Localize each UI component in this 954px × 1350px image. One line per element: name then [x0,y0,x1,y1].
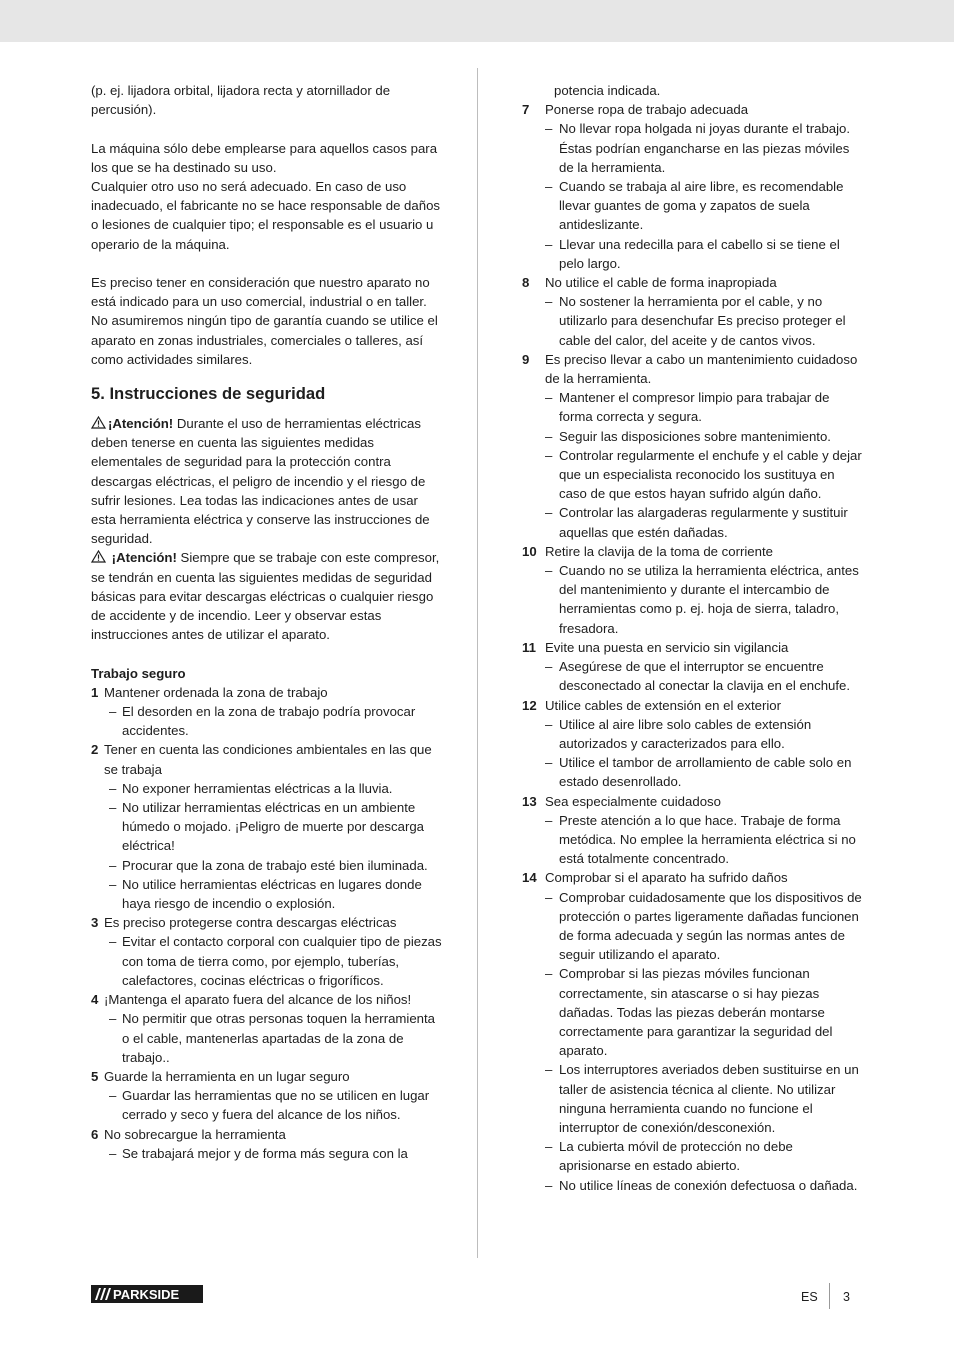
list-subitem [522,715,864,753]
right-column [522,81,864,1195]
dash-bullet: – [109,1145,117,1161]
dash-bullet: – [109,1088,117,1104]
column-divider [477,68,478,1258]
list-subitem [522,119,864,177]
list-subitem [522,888,864,965]
item-heading: No sobrecargue la herramienta [104,1126,286,1142]
list-subitem [522,811,864,869]
subitem-text: Asegúrese de que el interruptor se encuentre desconectado al conectar la clavija en el enchufe. [559,659,851,694]
list-item [522,542,864,561]
dash-bullet: – [545,179,553,195]
brand-text: PARKSIDE [113,1287,180,1302]
warning-text: Siempre que se trabaje con este compresor, se tendrán en cuenta las siguientes medidas de seguridad básicas para evitar descargas eléctricas o cualquier riesgo de accidente y de incendio. Leer y observar estas instrucciones antes de utilizar el aparato. [91,550,440,643]
dash-bullet: – [545,390,553,406]
dash-bullet: – [545,812,553,828]
list-subitem [522,235,864,273]
item-number: 11 [522,639,536,655]
page-header-band [0,0,954,42]
item-heading: Comprobar si el aparato ha sufrido daños [545,870,788,886]
dash-bullet: – [109,934,117,950]
item-heading: No utilice el cable de forma inapropiada [545,275,777,291]
dash-bullet: – [545,447,553,463]
list-item [522,868,864,887]
item-heading: Mantener ordenada la zona de trabajo [104,684,328,700]
subitem-text: Llevar una redecilla para el cabello si se tiene el pelo largo. [559,236,840,271]
subitem-text: Cuando no se utiliza la herramienta eléctrica, antes del mantenimiento y durante el intercambio de herramientas como p. ej. hoja de sierra, taladro, fresadora. [559,563,859,636]
subitem-text: No llevar ropa holgada ni joyas durante el trabajo. Éstas podrían engancharse en las piezas móviles de la herramienta. [559,121,851,175]
list-item [522,696,864,715]
dash-bullet: – [109,800,117,816]
item-number: 7 [522,102,530,118]
subitem-text: Comprobar cuidadosamente que los dispositivos de protección o partes ligeramente dañadas funcionen de forma adecuada y según las normas antes de seguir utilizando el aparato. [559,889,862,963]
list-item [522,638,864,657]
warning-label: ¡Atención! [111,550,177,566]
dash-bullet: – [545,716,553,732]
item-heading: Utilice cables de extensión en el exterior [545,697,782,713]
list-item [522,350,864,388]
improper-use-paragraph: Cualquier otro uso no será adecuado. En caso de uso inadecuado, el fabricante no se hace responsable de daños o lesiones de cualquier tipo; el responsable es el usuario u operario de la máquina. [91,179,440,252]
list-item [91,1067,443,1086]
dash-bullet: – [109,857,117,873]
dash-bullet: – [545,121,553,137]
list-subitem [522,753,864,791]
item-number: 9 [522,351,530,367]
item-heading: Es preciso llevar a cabo un mantenimiento cuidadoso de la herramienta. [545,351,858,387]
list-item [522,100,864,119]
list-subitem [522,964,864,1060]
dash-bullet: – [545,428,553,444]
item-number: 10 [522,543,537,559]
dash-bullet: – [545,505,553,521]
subitem-text: Seguir las disposiciones sobre mantenimiento. [559,428,831,444]
list-subitem [91,932,443,990]
subitem-text: Evitar el contacto corporal con cualquier tipo de piezas con toma de tierra como, por ejemplo, tuberías, calefactores, cocinas eléctricas o frigoríficos. [122,934,442,988]
subitem-text: La cubierta móvil de protección no debe aprisionarse en estado abierto. [559,1139,793,1174]
subitem-text: Cuando se trabaja al aire libre, es recomendable llevar guantes de goma y zapatos de suela antideslizante. [559,179,844,233]
language-code: ES [801,1290,818,1304]
subitem-text: El desorden en la zona de trabajo podría provocar accidentes. [122,704,416,739]
page-number: 3 [843,1290,850,1304]
item-number: 2 [91,742,99,758]
item-heading: Es preciso protegerse contra descargas eléctricas [104,915,397,931]
list-subitem [522,427,864,446]
item-heading: Retire la clavija de la toma de corriente [545,543,773,559]
dash-bullet: – [545,1177,553,1193]
warning-paragraph-2 [91,548,443,644]
item-number: 5 [91,1068,99,1084]
dash-bullet: – [109,704,117,720]
subitem-text: Comprobar si las piezas móviles funcionan correctamente, sin atascarse o si hay piezas dañadas. Todas las piezas deberán montarse correctamente para garantizar la seguridad del aparato. [559,966,833,1059]
list-subitem [522,177,864,235]
warning-text: Durante el uso de herramientas eléctricas deben tenerse en cuenta las siguientes medidas elementales de seguridad para la protección contra descargas eléctricas, el peligro de incendio y el riesgo de sufrir lesiones. Lea todas las indicaciones antes de usar esta herramienta eléctrica y conserve las instrucciones de seguridad. [91,416,430,547]
warning-triangle-icon [91,416,106,429]
list-subitem [522,292,864,350]
dash-bullet: – [545,659,553,675]
list-subitem [522,446,864,504]
dash-bullet: – [545,755,553,771]
dash-bullet: – [545,889,553,905]
item-heading: ¡Mantenga el aparato fuera del alcance de los niños! [104,992,412,1008]
dash-bullet: – [545,966,553,982]
list-subitem [91,1009,443,1067]
subitem-text: Se trabajará mejor y de forma más segura con la [122,1145,408,1161]
subitem-text: No utilizar herramientas eléctricas en un ambiente húmedo o mojado. ¡Peligro de muerte por descarga eléctrica! [122,800,425,854]
subitem-text: Procurar que la zona de trabajo esté bien iluminada. [122,857,428,873]
subitem-text: Utilice al aire libre solo cables de extensión autorizados y caracterizados para ello. [559,716,812,751]
item-number: 6 [91,1126,99,1142]
subitem-text: No utilice herramientas eléctricas en lugares donde haya riesgo de incendio o explosión. [122,876,422,912]
safety-list-right [522,100,864,1195]
commercial-use-paragraph: Es preciso tener en consideración que nuestro aparato no está indicado para un uso comercial, industrial o en taller. No asumiremos ningún tipo de garantía cuando se utilice el aparato en zonas industriales, comerciales o talleres, así como actividades similares. [91,275,438,367]
item-heading: Tener en cuenta las condiciones ambientales en las que se trabaja [104,742,432,777]
item-heading: Sea especialmente cuidadoso [545,793,721,809]
warning-triangle-icon [91,550,106,563]
subitem-text: Preste atención a lo que hace. Trabaje de forma metódica. No emplee la herramienta eléctrica si no está totalmente concentrado. [559,812,856,867]
list-subitem [522,561,864,638]
list-subitem [522,657,864,695]
list-subitem [91,1144,443,1163]
item-number: 13 [522,793,537,809]
dash-bullet: – [545,1062,553,1078]
subheading-safe-work: Trabajo seguro [91,665,186,681]
list-item [91,913,443,932]
subitem-text: No sostener la herramienta por el cable, y no utilizarlo para desenchufar Es preciso proteger el cable del calor, del aceite y de cantos vivos. [559,294,846,348]
list-item [522,792,864,811]
subitem-text: Mantener el compresor limpio para trabajar de forma correcta y segura. [559,390,830,425]
item-heading: Guarde la herramienta en un lugar seguro [104,1068,350,1084]
subitem-text: No exponer herramientas eléctricas a la lluvia. [122,780,393,796]
list-subitem [91,798,443,856]
list-subitem [522,388,864,426]
item-number: 1 [91,684,99,700]
item-heading: Ponerse ropa de trabajo adecuada [545,102,749,118]
dash-bullet: – [545,1139,553,1155]
list-subitem [522,1176,864,1195]
intro-paragraph: (p. ej. lijadora orbital, lijadora recta y atornillador de percusión). [91,83,391,118]
parkside-logo [91,1285,203,1303]
list-item [91,740,443,778]
list-item [91,683,443,702]
dash-bullet: – [545,294,553,310]
list-subitem [522,1060,864,1137]
subitem-text: No utilice líneas de conexión defectuosa o dañada. [559,1177,858,1193]
dash-bullet: – [109,876,117,892]
subitem-text: Controlar regularmente el enchufe y el cable y dejar que un especialista reconocido los sustituya en caso de que estos hayan sufrido algún daño. [559,447,862,502]
section-title: 5. Instrucciones de seguridad [91,384,326,404]
item-number: 12 [522,697,537,713]
item-number: 14 [522,870,537,886]
item-number: 3 [91,915,99,931]
dash-bullet: – [545,236,553,252]
dash-bullet: – [545,563,553,579]
list-subitem [522,503,864,541]
item-number: 4 [91,992,99,1008]
warning-label: ¡Atención! [108,416,174,432]
list-subitem [91,856,443,875]
list-item [91,990,443,1009]
list-subitem [91,875,443,913]
list-subitem [91,1086,443,1124]
list-subitem [91,779,443,798]
list-item [522,273,864,292]
list-subitem [91,702,443,740]
dash-bullet: – [109,780,117,796]
footer-separator [829,1283,830,1309]
intended-use-paragraph: La máquina sólo debe emplearse para aquellos casos para los que se ha destinado su uso. [91,140,438,175]
warning-paragraph-1 [91,414,443,548]
left-column [91,81,443,1163]
safety-list-left [91,683,443,1163]
dash-bullet: – [109,1011,117,1027]
item-number: 8 [522,275,530,291]
subitem-text: Guardar las herramientas que no se utilicen en lugar cerrado y seco y fuera del alcance de los niños. [122,1088,430,1123]
subitem-text: No permitir que otras personas toquen la herramienta o el cable, mantenerlas apartadas de la zona de trabajo.. [122,1011,436,1065]
list-subitem [522,1137,864,1175]
subitem-text: Controlar las alargaderas regularmente y sustituir aquellas que estén dañadas. [559,505,848,540]
subitem-text: Los interruptores averiados deben sustituirse en un taller de asistencia técnica al cliente. No utilizar ninguna herramienta cuando no funcione el interruptor de conexión/desconexión. [559,1062,859,1135]
continuation-text: potencia indicada. [554,83,661,98]
item-heading: Evite una puesta en servicio sin vigilancia [545,639,789,655]
subitem-text: Utilice el tambor de arrollamiento de cable solo en estado desenrollado. [559,755,852,790]
list-item [91,1125,443,1144]
